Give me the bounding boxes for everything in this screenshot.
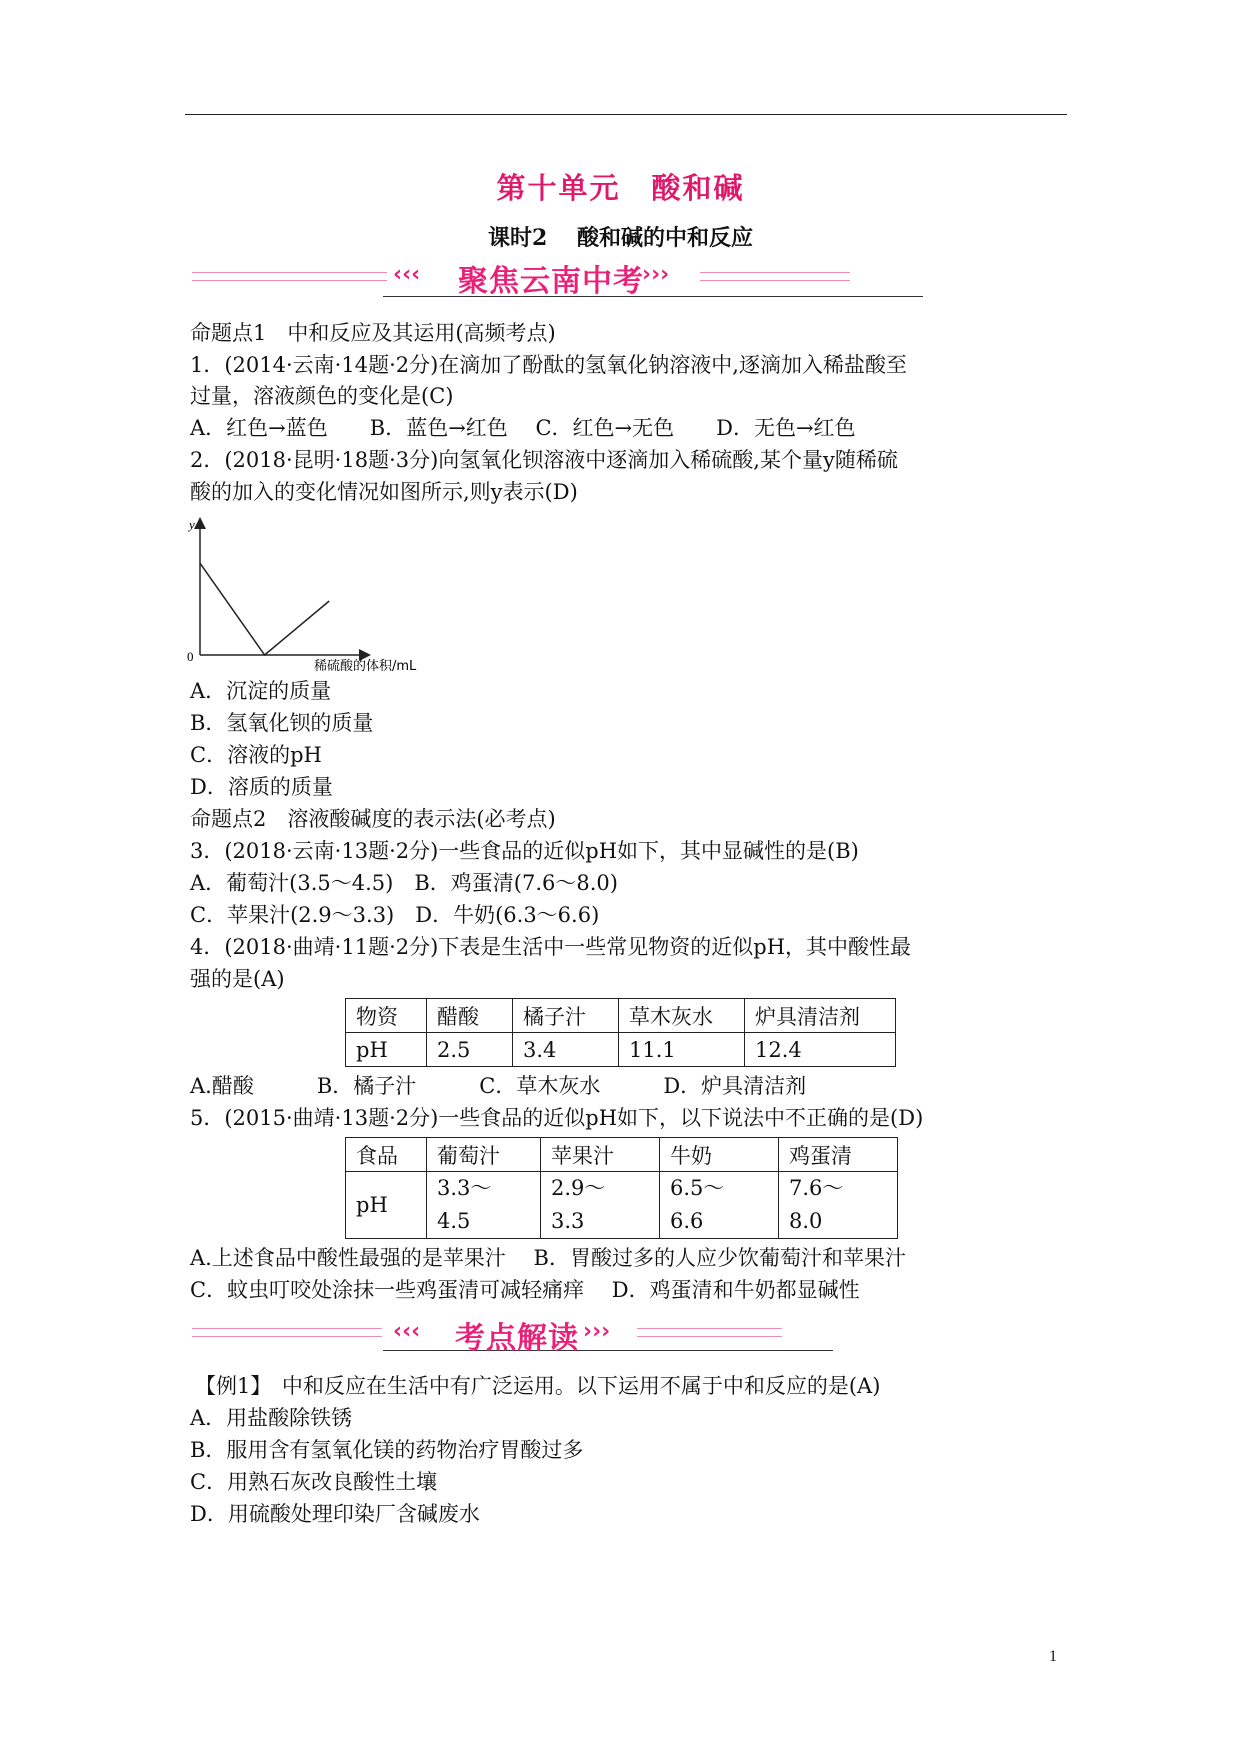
banner-label: 考点解读 — [455, 1321, 579, 1356]
table-cell: 牛奶 — [660, 1138, 779, 1172]
table-cell: 炉具清洁剂 — [745, 999, 896, 1033]
ph-range-bottom: 3.3 — [551, 1209, 585, 1233]
y-axis-label: y — [189, 517, 195, 532]
example-1-option-b: B．服用含有氢氧化镁的药物治疗胃酸过多 — [190, 1438, 584, 1462]
banner-left-chevrons: ‹‹‹ — [393, 1319, 421, 1344]
table-cell: 鸡蛋清 — [779, 1138, 898, 1172]
ph-range-top: 3.3～ — [437, 1176, 492, 1200]
page-number: 1 — [1049, 1648, 1057, 1665]
table-cell: 草木灰水 — [619, 999, 745, 1033]
table-cell: 12.4 — [745, 1033, 896, 1067]
table-row — [346, 1172, 898, 1239]
table-cell: 橘子汁 — [513, 999, 619, 1033]
table-cell — [541, 1172, 660, 1239]
topic-heading-2: 命题点2 溶液酸碱度的表示法(必考点) — [190, 807, 556, 831]
table-cell: 11.1 — [619, 1033, 745, 1067]
header-rule — [185, 114, 1067, 115]
banner-label: 聚焦云南中考 — [458, 264, 644, 299]
question-3-options-ab: A．葡萄汁(3.5～4.5) B．鸡蛋清(7.6～8.0) — [190, 871, 618, 895]
question-1-line-2: 过量，溶液颜色的变化是(C) — [190, 384, 454, 408]
question-2-line-1: 2．(2018·昆明·18题·3分)向氢氧化钡溶液中逐滴加入稀硫酸,某个量y随稀硫 — [190, 448, 898, 472]
ph-range-bottom: 8.0 — [789, 1209, 823, 1233]
question-1-line-1: 1．(2014·云南·14题·2分)在滴加了酚酞的氢氧化钠溶液中,逐滴加入稀盐酸至 — [190, 353, 907, 377]
table-cell — [427, 1172, 541, 1239]
x-axis-label: 稀硫酸的体积/mL — [314, 659, 417, 674]
banner-right-chevrons: ››› — [642, 262, 670, 287]
ph-range-top: 6.5～ — [670, 1176, 725, 1200]
question-4-line-1: 4．(2018·曲靖·11题·2分)下表是生活中一些常见物资的近似pH，其中酸性最 — [190, 935, 912, 959]
example-1-option-c: C．用熟石灰改良酸性土壤 — [190, 1470, 438, 1494]
question-2-line-2: 酸的加入的变化情况如图所示,则y表示(D) — [190, 480, 578, 504]
ph-range-top: 7.6～ — [789, 1176, 844, 1200]
question-5-options-cd: C．蚊虫叮咬处涂抹一些鸡蛋清可减轻痛痒 D．鸡蛋清和牛奶都显碱性 — [190, 1278, 860, 1302]
table-cell: 物资 — [346, 999, 427, 1033]
origin-label: 0 — [187, 649, 194, 664]
table-cell: 醋酸 — [427, 999, 513, 1033]
banner-right-chevrons: ››› — [583, 1319, 611, 1344]
ph-range-bottom: 4.5 — [437, 1209, 471, 1233]
table-cell: pH — [346, 1172, 427, 1239]
ph-range-bottom: 6.6 — [670, 1209, 704, 1233]
question-2-option-c: C．溶液的pH — [190, 743, 322, 767]
table-cell — [660, 1172, 779, 1239]
table-cell: 葡萄汁 — [427, 1138, 541, 1172]
table-cell: pH — [346, 1033, 427, 1067]
table-row — [346, 999, 896, 1033]
line-chart — [180, 510, 480, 675]
series-line — [200, 563, 329, 655]
example-1-option-d: D．用硫酸处理印染厂含碱废水 — [190, 1502, 480, 1526]
question-4-line-2: 强的是(A) — [190, 967, 285, 991]
question-5-line-1: 5．(2015·曲靖·13题·2分)一些食品的近似pH如下，以下说法中不正确的是(D) — [190, 1106, 924, 1130]
question-5-options-ab: A.上述食品中酸性最强的是苹果汁 B．胃酸过多的人应少饮葡萄汁和苹果汁 — [190, 1246, 906, 1270]
table-cell: 2.5 — [427, 1033, 513, 1067]
lesson-subtitle: 课时2 酸和碱的中和反应 — [488, 225, 753, 251]
table-row — [346, 1138, 898, 1172]
question-2-option-a: A．沉淀的质量 — [190, 679, 332, 703]
ph-table-substances — [345, 998, 896, 1067]
example-1-option-a: A．用盐酸除铁锈 — [190, 1406, 353, 1430]
question-3-line-1: 3．(2018·云南·13题·2分)一些食品的近似pH如下，其中显碱性的是(B) — [190, 839, 859, 863]
ph-table-foods — [345, 1137, 898, 1239]
table-cell: 食品 — [346, 1138, 427, 1172]
ph-range-top: 2.9～ — [551, 1176, 606, 1200]
topic-heading-1: 命题点1 中和反应及其运用(高频考点) — [190, 321, 556, 345]
question-4-options: A.醋酸 B．橘子汁 C．草木灰水 D．炉具清洁剂 — [190, 1074, 807, 1098]
table-row — [346, 1033, 896, 1067]
table-cell: 3.4 — [513, 1033, 619, 1067]
question-2-option-b: B．氢氧化钡的质量 — [190, 711, 374, 735]
question-2-option-d: D．溶质的质量 — [190, 775, 333, 799]
unit-title: 第十单元 酸和碱 — [496, 171, 745, 205]
table-cell — [779, 1172, 898, 1239]
question-3-options-cd: C．苹果汁(2.9～3.3) D．牛奶(6.3～6.6) — [190, 903, 600, 927]
table-cell: 苹果汁 — [541, 1138, 660, 1172]
example-1-line-1: 【例1】 中和反应在生活中有广泛运用。以下运用不属于中和反应的是(A) — [195, 1374, 881, 1398]
banner-left-chevrons: ‹‹‹ — [393, 262, 421, 287]
question-1-options: A．红色→蓝色 B．蓝色→红色 C．红色→无色 D．无色→红色 — [190, 416, 856, 440]
